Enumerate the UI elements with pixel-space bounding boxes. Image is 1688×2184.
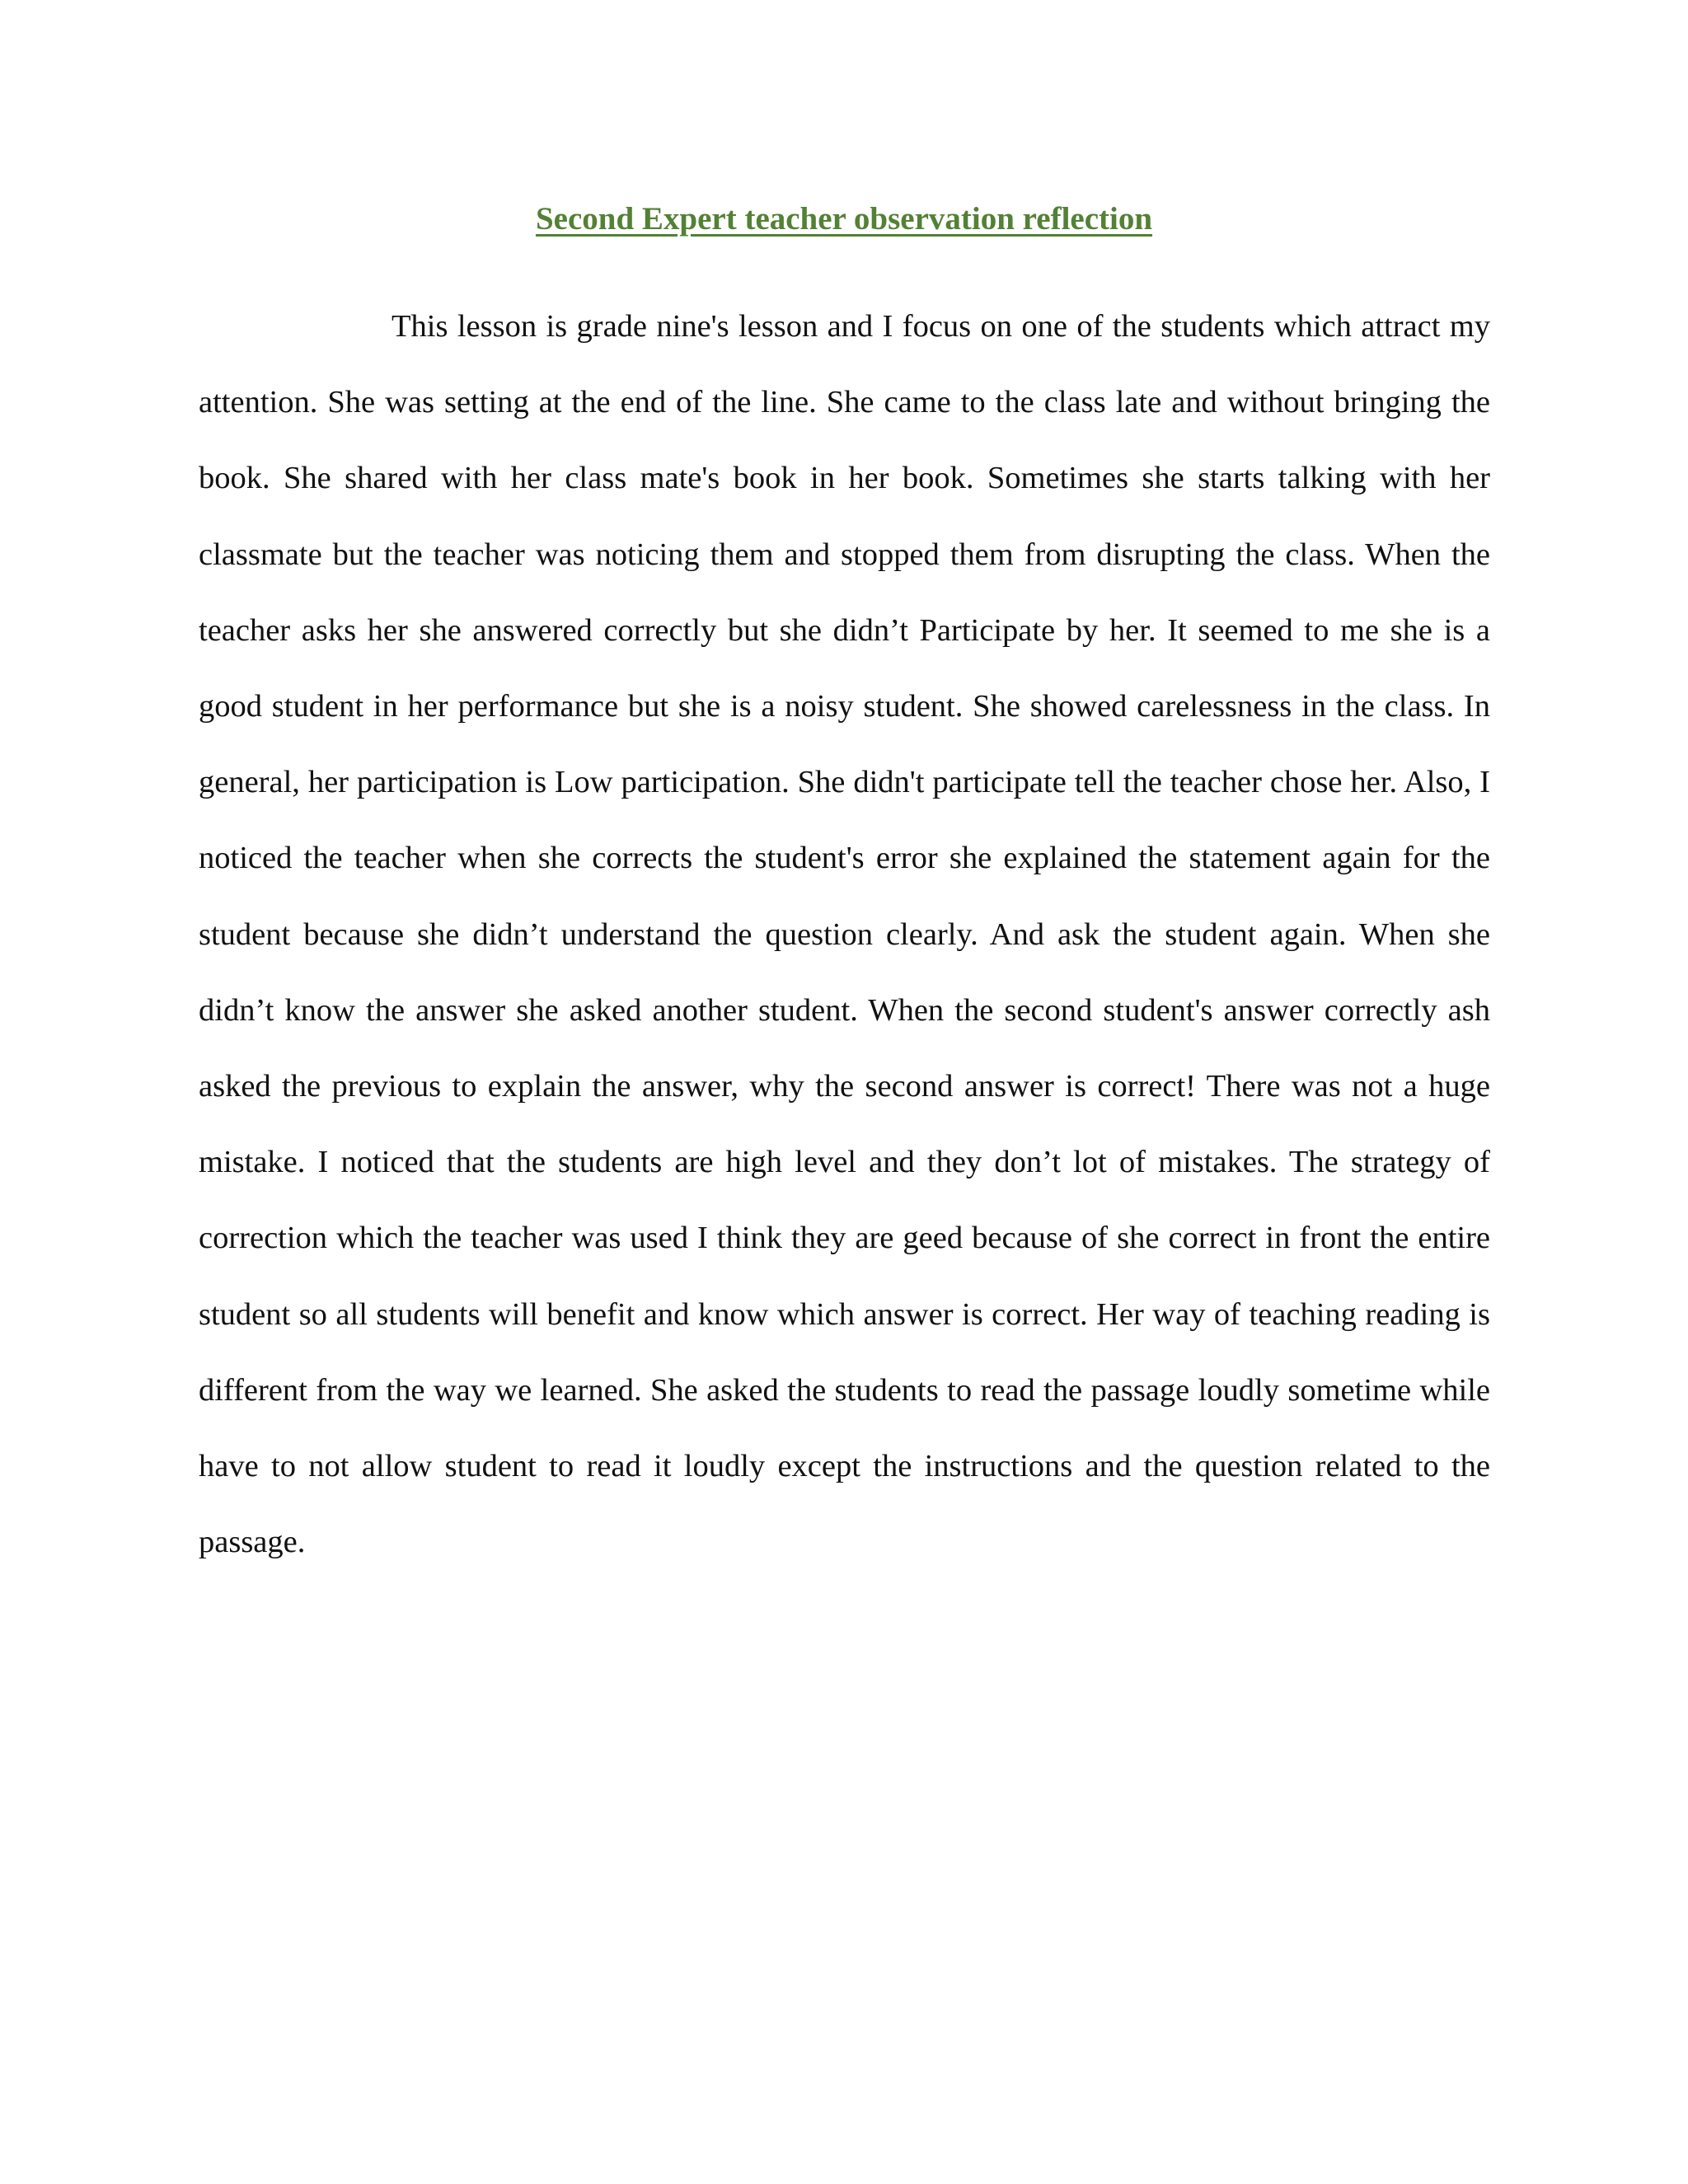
body-paragraph: This lesson is grade nine's lesson and I focus on one of the students which attract my attention. She was setting at the end of the line. She came to the class late and without bringing the book. She shared with her class mate's book in her book. Sometimes she starts talking with her classmate but the teacher was noticing them and stopped them from disrupting the class. When the teacher asks her she answered correctly but she didn’t Participate by her. It seemed to me she is a good student in her performance but she is a noisy student. She showed carelessness in the class. In general, her participation is Low participation. She didn't participate tell the teacher chose her. Also, I noticed the teacher when she corrects the student's error she explained the statement again for the student because she didn’t understand the question clearly. And ask the student again. When she didn’t know the answer she asked another student. When the second student's answer correctly ash asked the previous to explain the answer, why the second answer is correct! There was not a huge mistake. I noticed that the students are high level and they don’t lot of mistakes. The strategy of correction which the teacher was used I think they are geed because of she correct in front the entire student so all students will benefit and know which answer is correct. Her way of teaching reading is different from the way we learned. She asked the students to read the passage loudly sometime while have to not allow student to read it loudly except the instructions and the question related to the passage. — [199, 309, 1490, 1560]
document-title: Second Expert teacher observation reflection — [535, 201, 1153, 237]
